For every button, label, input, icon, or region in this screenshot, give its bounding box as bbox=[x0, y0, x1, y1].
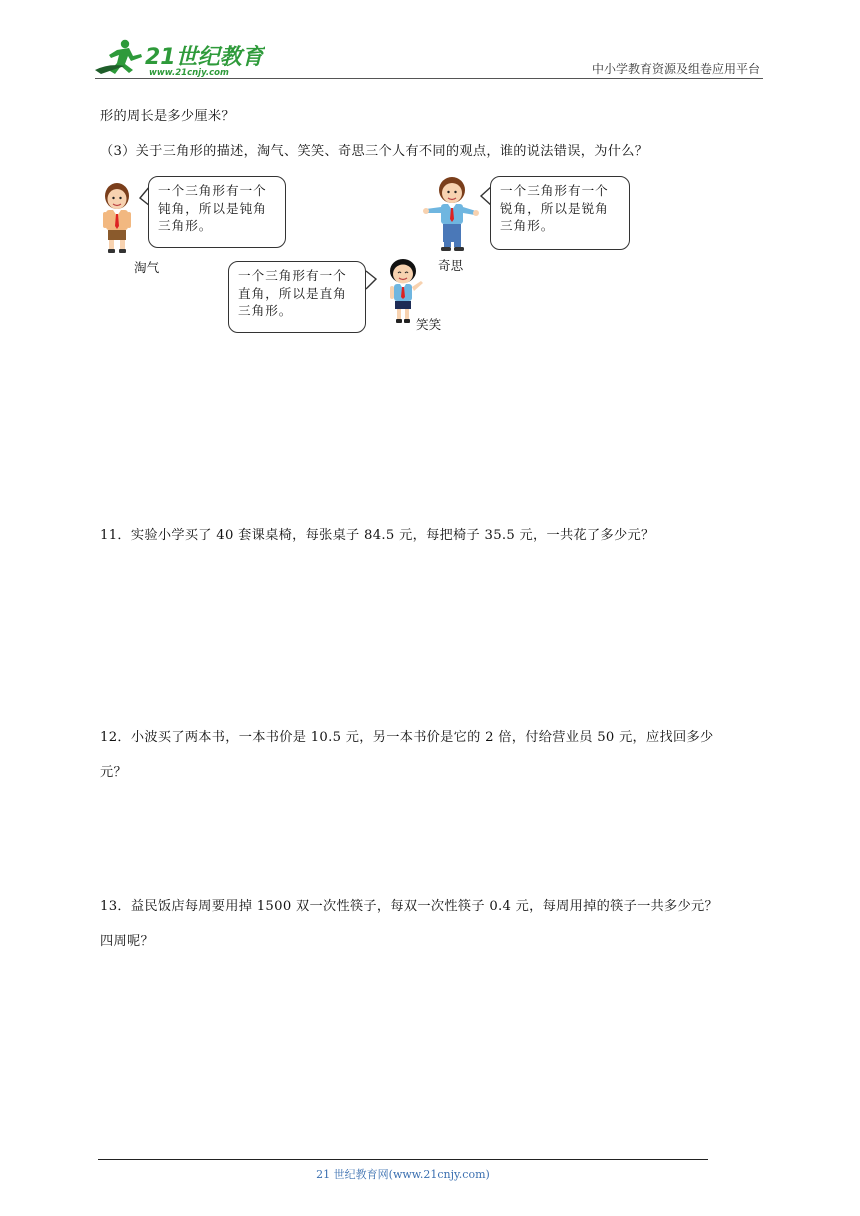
question-11: 11．实验小学买了 40 套课桌椅，每张桌子 84.5 元，每把椅子 35.5 元，一共花了多少元？ bbox=[100, 528, 655, 543]
question-13-line-1: 13．益民饭店每周要用掉 1500 双一次性筷子，每双一次性筷子 0.4 元，每周用掉的筷子一共多少元？ bbox=[100, 899, 718, 914]
qisi-figure bbox=[422, 175, 480, 253]
xiaoxiao-bubble-line-1: 一个三角形有一个 bbox=[238, 268, 347, 283]
question-10-part-3: （3）关于三角形的描述，淘气、笑笑、奇思三个人有不同的观点，谁的说法错误，为什么？ bbox=[100, 144, 649, 159]
question-12-line-1: 12．小波买了两本书，一本书价是 10.5 元，另一本书价是它的 2 倍，付给营业员 50 元，应找回多少 bbox=[100, 730, 714, 745]
question-12-line-2: 元？ bbox=[100, 765, 127, 780]
taoqi-bubble-line-2: 钝角，所以是钝角 bbox=[158, 200, 267, 216]
platform-title: 中小学教育资源及组卷应用平台 bbox=[591, 62, 760, 76]
taoqi-bubble-line-1: 一个三角形有一个 bbox=[158, 183, 267, 198]
qisi-name: 奇思 bbox=[438, 258, 464, 273]
logo-main-text: 21世纪教育 bbox=[145, 45, 264, 70]
qisi-speech-bubble bbox=[478, 176, 633, 250]
logo-url-text: www.21cnjy.com bbox=[149, 68, 229, 78]
qisi-bubble-line-3: 三角形。 bbox=[500, 218, 555, 233]
qisi-bubble-line-1: 一个三角形有一个 bbox=[500, 183, 609, 198]
taoqi-bubble-line-3: 三角形。 bbox=[158, 218, 213, 233]
xiaoxiao-bubble-line-2: 直角，所以是直角 bbox=[238, 285, 347, 301]
taoqi-figure bbox=[99, 180, 135, 254]
xiaoxiao-speech-bubble bbox=[228, 261, 378, 335]
qisi-bubble-line-2: 锐角，所以是锐角 bbox=[500, 200, 609, 216]
footer-link[interactable]: 21 世纪教育网(www.21cnjy.com) bbox=[316, 1168, 490, 1181]
header-divider bbox=[95, 78, 763, 79]
continued-question-text: 形的周长是多少厘米？ bbox=[100, 109, 235, 124]
question-13-line-2: 四周呢？ bbox=[100, 934, 154, 949]
xiaoxiao-bubble-line-3: 三角形。 bbox=[238, 303, 293, 318]
site-logo bbox=[95, 36, 265, 80]
xiaoxiao-name: 笑笑 bbox=[416, 317, 442, 332]
taoqi-speech-bubble bbox=[138, 176, 288, 250]
runner-icon bbox=[95, 40, 142, 74]
footer-divider bbox=[98, 1159, 708, 1160]
taoqi-name: 淘气 bbox=[134, 260, 160, 275]
